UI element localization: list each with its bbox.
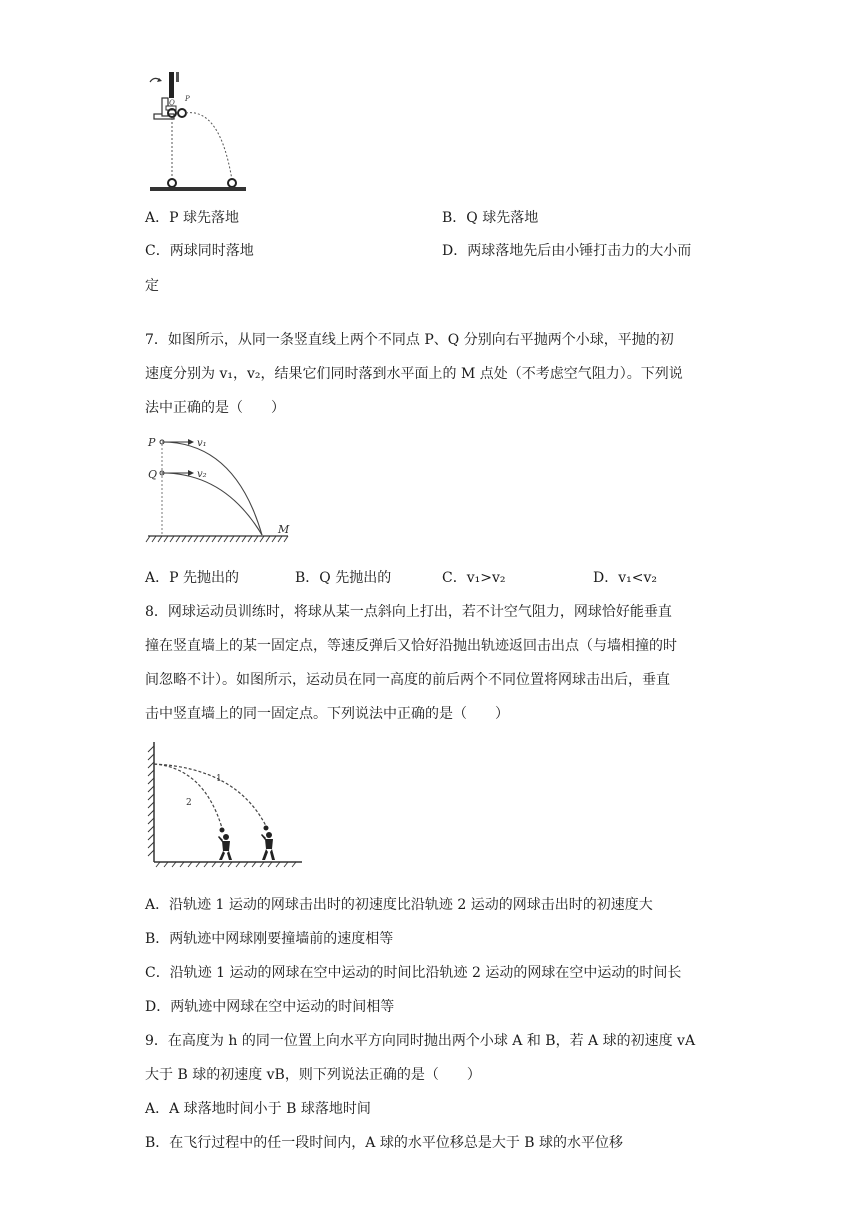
q8-stem-line-2: 撞在竖直墙上的某一固定点，等速反弹后又恰好沿抛出轨迹返回击出点（与墙相撞的时 (145, 638, 677, 654)
q6-option-c: C．两球同时落地 (145, 243, 254, 259)
q7-option-c: C．v₁>v₂ (442, 570, 506, 586)
q9-stem-line-2: 大于 B 球的初速度 vB，则下列说法正确的是（ ） (145, 1067, 481, 1083)
q9-stem-line-1: 9．在高度为 h 的同一位置上向水平方向同时抛出两个小球 A 和 B，若 A 球的初速度 vA (145, 1033, 696, 1049)
q8-stem-line-4: 击中竖直墙上的同一固定点。下列说法中正确的是（ ） (145, 706, 509, 722)
q8-option-c: C．沿轨迹 1 运动的网球在空中运动的时间比沿轨迹 2 运动的网球在空中运动的时间长 (145, 965, 682, 981)
q8-stem-line-1: 8．网球运动员训练时，将球从某一点斜向上打出，若不计空气阻力，网球恰好能垂直 (145, 604, 672, 620)
q7-option-d: D．v₁<v₂ (593, 570, 657, 586)
q7-fig-label-q: Q (148, 468, 158, 481)
q8-figure (140, 738, 305, 868)
q8-option-b: B．两轨迹中网球刚要撞墙前的速度相等 (145, 931, 394, 947)
q7-fig-label-p: P (148, 436, 156, 449)
q7-fig-label-m: M (278, 523, 290, 536)
q6-fig-label-q: Q (169, 99, 175, 107)
q7-stem-line-2: 速度分别为 v₁，v₂，结果它们同时落到水平面上的 M 点处（不考虑空气阻力）。下列说 (145, 366, 683, 382)
q9-option-a: A．A 球落地时间小于 B 球落地时间 (145, 1101, 371, 1117)
q6-option-d-continued: 定 (145, 278, 159, 294)
q7-figure (140, 432, 295, 550)
q7-fig-label-v1: v₁ (197, 438, 207, 449)
q6-option-b: B．Q 球先落地 (442, 210, 539, 226)
q6-figure (140, 68, 250, 194)
q8-option-d: D．两轨迹中网球在空中运动的时间相等 (145, 999, 395, 1015)
q6-option-a: A．P 球先落地 (145, 210, 239, 226)
q6-fig-label-p: P (185, 95, 190, 103)
q8-option-a: A．沿轨迹 1 运动的网球击出时的初速度比沿轨迹 2 运动的网球击出时的初速度大 (145, 897, 653, 913)
q7-stem-line-3: 法中正确的是（ ） (145, 400, 285, 416)
q8-fig-label-2: 2 (186, 798, 192, 808)
q7-stem-line-1: 7．如图所示，从同一条竖直线上两个不同点 P、Q 分别向右平抛两个小球，平抛的初 (145, 332, 674, 348)
q7-fig-label-v2: v₂ (197, 469, 207, 480)
q8-stem-line-3: 间忽略不计）。如图所示，运动员在同一高度的前后两个不同位置将网球击出后，垂直 (145, 672, 670, 688)
q7-option-b: B．Q 先抛出的 (295, 570, 392, 586)
q6-option-d: D．两球落地先后由小锤打击力的大小而 (442, 243, 692, 259)
q8-fig-label-1: 1 (216, 774, 222, 784)
q9-option-b: B．在飞行过程中的任一段时间内，A 球的水平位移总是大于 B 球的水平位移 (145, 1135, 624, 1151)
q7-option-a: A．P 先抛出的 (145, 570, 239, 586)
